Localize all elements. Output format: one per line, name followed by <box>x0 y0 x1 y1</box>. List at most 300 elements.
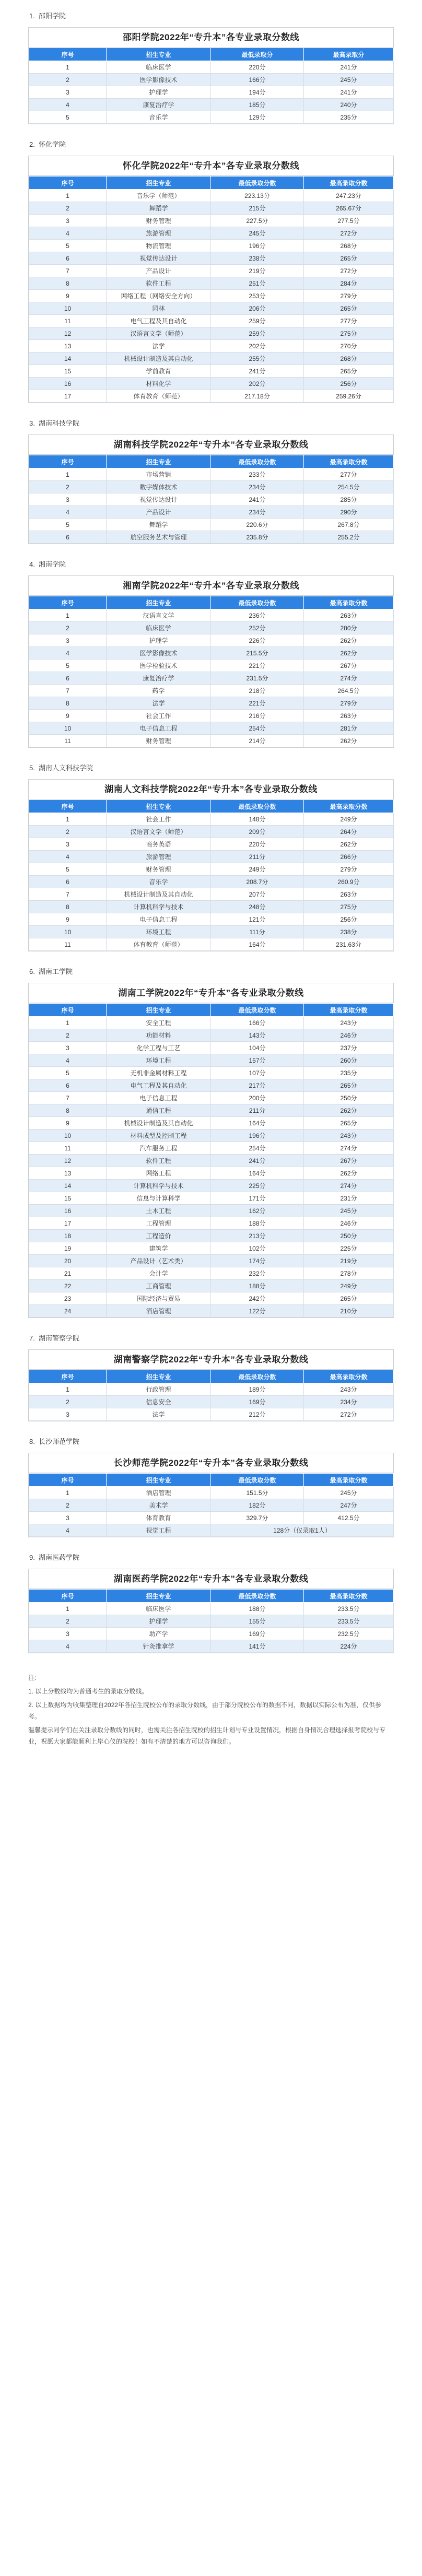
table-grid <box>29 799 394 951</box>
table-cell: 231.63分 <box>304 938 394 951</box>
table-cell: 245分 <box>304 74 394 86</box>
table-row <box>29 240 394 252</box>
school-section <box>0 1437 422 1553</box>
table-cell: 247分 <box>304 1499 394 1512</box>
table-cell: 产品设计（艺术类） <box>107 1255 211 1267</box>
table-cell: 物流管理 <box>107 240 211 252</box>
table-cell: 15 <box>29 365 107 378</box>
table-cell: 1 <box>29 468 107 481</box>
table-row <box>29 1305 394 1318</box>
table-cell: 250分 <box>304 1230 394 1242</box>
table-row <box>29 1092 394 1104</box>
table-row <box>29 61 394 74</box>
table-cell: 278分 <box>304 1267 394 1280</box>
table-row <box>29 1242 394 1255</box>
table-cell: 4 <box>29 1054 107 1067</box>
table-row <box>29 1524 394 1537</box>
column-header: 招生专业 <box>107 1004 211 1017</box>
section-number: 6. <box>29 968 35 975</box>
table-cell: 2 <box>29 1499 107 1512</box>
table-cell: 通信工程 <box>107 1104 211 1117</box>
table-cell: 社会工作 <box>107 813 211 826</box>
table-cell: 218分 <box>211 685 304 697</box>
table-cell: 248分 <box>211 901 304 913</box>
column-header: 最高录取分数 <box>304 455 394 468</box>
table-row <box>29 1130 394 1142</box>
notes <box>28 1672 394 1747</box>
school-section <box>0 1334 422 1437</box>
table-cell: 200分 <box>211 1092 304 1104</box>
table-cell: 202分 <box>211 378 304 390</box>
school-name: 湖南警察学院 <box>39 1334 80 1342</box>
table-cell: 188分 <box>211 1217 304 1230</box>
table-cell: 241分 <box>211 1155 304 1167</box>
table-cell: 279分 <box>304 863 394 876</box>
table-cell: 软件工程 <box>107 277 211 290</box>
column-header: 最高录取分数 <box>304 800 394 813</box>
table-cell: 412.5分 <box>304 1512 394 1524</box>
table-cell: 272分 <box>304 265 394 277</box>
table-cell: 267分 <box>304 660 394 672</box>
table-cell: 275分 <box>304 901 394 913</box>
school-name: 湖南科技学院 <box>39 419 80 427</box>
table-cell: 155分 <box>211 1615 304 1628</box>
table-title: 湘南学院2022年“专升本”各专业录取分数线 <box>29 576 393 596</box>
table-cell: 化学工程与工艺 <box>107 1042 211 1054</box>
table-cell: 188分 <box>211 1603 304 1615</box>
table-cell: 护理学 <box>107 86 211 99</box>
table-row <box>29 913 394 926</box>
table-row <box>29 1487 394 1499</box>
table-cell: 14 <box>29 1180 107 1192</box>
table-row <box>29 252 394 265</box>
score-table <box>28 434 394 544</box>
header-row <box>29 1590 394 1603</box>
table-row <box>29 1615 394 1628</box>
table-cell: 263分 <box>304 888 394 901</box>
table-cell: 249分 <box>304 813 394 826</box>
table-cell: 162分 <box>211 1205 304 1217</box>
table-row <box>29 519 394 531</box>
table-row <box>29 863 394 876</box>
table-cell: 274分 <box>304 672 394 685</box>
table-cell: 151.5分 <box>211 1487 304 1499</box>
table-cell: 电子信息工程 <box>107 1092 211 1104</box>
table-row <box>29 265 394 277</box>
table-row <box>29 826 394 838</box>
table-cell: 223.13分 <box>211 190 304 202</box>
table-cell: 263分 <box>304 710 394 722</box>
table-cell: 243分 <box>304 1017 394 1029</box>
table-cell: 235分 <box>304 1067 394 1079</box>
table-cell: 4 <box>29 506 107 519</box>
table-cell: 250分 <box>304 1092 394 1104</box>
table-cell: 产品设计 <box>107 265 211 277</box>
table-row <box>29 735 394 747</box>
table-cell: 8 <box>29 901 107 913</box>
table-row <box>29 290 394 302</box>
school-section <box>0 140 422 419</box>
table-cell: 法学 <box>107 340 211 352</box>
table-cell: 计算机科学与技术 <box>107 1180 211 1192</box>
section-number: 1. <box>29 12 35 20</box>
column-header: 最高录取分数 <box>304 1474 394 1487</box>
table-cell: 财务管理 <box>107 863 211 876</box>
column-header: 序号 <box>29 48 107 61</box>
header-row <box>29 800 394 813</box>
table-cell: 272分 <box>304 1408 394 1421</box>
table-row <box>29 1205 394 1217</box>
table-cell: 17 <box>29 1217 107 1230</box>
table-cell: 121分 <box>211 913 304 926</box>
table-cell: 旅游管理 <box>107 851 211 863</box>
table-cell: 247.23分 <box>304 190 394 202</box>
table-cell: 225分 <box>211 1180 304 1192</box>
table-row <box>29 1396 394 1408</box>
table-cell: 功能材料 <box>107 1029 211 1042</box>
table-cell: 219分 <box>304 1255 394 1267</box>
table-cell: 2 <box>29 826 107 838</box>
column-header: 序号 <box>29 1474 107 1487</box>
table-cell: 医学检验技术 <box>107 660 211 672</box>
table-cell: 4 <box>29 1640 107 1653</box>
table-row <box>29 660 394 672</box>
section-number: 5. <box>29 764 35 772</box>
table-cell: 264分 <box>304 826 394 838</box>
table-cell: 275分 <box>304 327 394 340</box>
table-cell: 法学 <box>107 1408 211 1421</box>
table-cell: 10 <box>29 302 107 315</box>
score-table <box>28 1453 394 1537</box>
table-cell: 1 <box>29 1383 107 1396</box>
table-row <box>29 365 394 378</box>
table-row <box>29 1042 394 1054</box>
table-cell: 102分 <box>211 1242 304 1255</box>
table-row <box>29 697 394 710</box>
table-grid <box>29 455 394 544</box>
table-cell: 210分 <box>304 1305 394 1318</box>
table-cell: 274分 <box>304 1180 394 1192</box>
table-cell: 国际经济与贸易 <box>107 1292 211 1305</box>
table-cell: 220分 <box>211 61 304 74</box>
section-heading <box>0 967 422 977</box>
table-cell: 122分 <box>211 1305 304 1318</box>
table-row <box>29 531 394 544</box>
section-number: 4. <box>29 560 35 568</box>
header-row <box>29 455 394 468</box>
table-cell: 263分 <box>304 609 394 622</box>
table-cell: 214分 <box>211 735 304 747</box>
note-item: 温馨提示同学们在关注录取分数线的同时，也需关注各招生院校的招生计划与专业设置情况，根据自身情况合理选择报考院校与专业，祝愿大家都能顺利上岸心仪的院校！如有不清楚的地方可以咨询我们。 <box>28 1726 386 1745</box>
table-cell: 6 <box>29 876 107 888</box>
table-grid <box>29 1589 394 1653</box>
section-gap <box>0 1653 422 1669</box>
table-row <box>29 481 394 493</box>
table-cell: 网络工程 <box>107 1167 211 1180</box>
table-title: 湖南人文科技学院2022年“专升本”各专业录取分数线 <box>29 780 393 799</box>
column-header: 最高录取分数 <box>304 177 394 190</box>
table-cell: 3 <box>29 1512 107 1524</box>
table-cell: 212分 <box>211 1408 304 1421</box>
table-cell: 12 <box>29 1155 107 1167</box>
table-cell: 软件工程 <box>107 1155 211 1167</box>
table-cell: 209分 <box>211 826 304 838</box>
table-cell: 15 <box>29 1192 107 1205</box>
table-cell: 202分 <box>211 340 304 352</box>
table-cell: 市场营销 <box>107 468 211 481</box>
table-cell: 215分 <box>211 202 304 215</box>
table-cell: 1 <box>29 1017 107 1029</box>
table-cell: 4 <box>29 227 107 240</box>
column-header: 最高录取分 <box>304 48 394 61</box>
section-number: 2. <box>29 140 35 148</box>
table-cell: 281分 <box>304 722 394 735</box>
school-name: 长沙师范学院 <box>39 1438 80 1445</box>
table-cell: 12 <box>29 327 107 340</box>
table-cell: 246分 <box>304 1029 394 1042</box>
table-grid <box>29 1370 394 1421</box>
header-row <box>29 48 394 61</box>
table-cell: 166分 <box>211 74 304 86</box>
table-cell: 262分 <box>304 838 394 851</box>
table-row <box>29 302 394 315</box>
table-cell: 10 <box>29 926 107 938</box>
table-cell: 旅游管理 <box>107 227 211 240</box>
table-cell: 225分 <box>304 1242 394 1255</box>
table-title: 长沙师范学院2022年“专升本”各专业录取分数线 <box>29 1453 393 1473</box>
table-cell: 环境工程 <box>107 926 211 938</box>
table-cell: 243分 <box>304 1383 394 1396</box>
school-name: 湖南人文科技学院 <box>39 764 93 772</box>
table-row <box>29 1117 394 1130</box>
note-item: 1. 以上分数线均为普通考生的录取分数线。 <box>28 1688 148 1695</box>
table-row <box>29 468 394 481</box>
section-gap <box>0 951 422 967</box>
table-cell: 美术学 <box>107 1499 211 1512</box>
table-row <box>29 1267 394 1280</box>
table-cell: 体育教育 <box>107 1512 211 1524</box>
table-cell: 法学 <box>107 697 211 710</box>
column-header: 最低录取分数 <box>211 1590 304 1603</box>
table-row <box>29 609 394 622</box>
table-cell: 226分 <box>211 634 304 647</box>
school-name: 怀化学院 <box>39 140 66 148</box>
table-row <box>29 202 394 215</box>
table-cell: 17 <box>29 390 107 403</box>
table-title: 湖南工学院2022年“专升本”各专业录取分数线 <box>29 983 393 1003</box>
table-cell: 舞蹈学 <box>107 202 211 215</box>
table-row <box>29 74 394 86</box>
table-cell: 3 <box>29 493 107 506</box>
table-cell: 音乐学 <box>107 111 211 124</box>
table-cell: 279分 <box>304 697 394 710</box>
table-cell: 174分 <box>211 1255 304 1267</box>
header-row <box>29 596 394 609</box>
table-cell: 10 <box>29 722 107 735</box>
table-cell: 音乐学（师范） <box>107 190 211 202</box>
table-cell: 康复治疗学 <box>107 672 211 685</box>
table-cell: 255分 <box>211 352 304 365</box>
school-section <box>0 1553 422 1669</box>
table-cell: 211分 <box>211 1104 304 1117</box>
table-cell: 临床医学 <box>107 1603 211 1615</box>
table-cell: 24 <box>29 1305 107 1318</box>
table-cell: 1 <box>29 61 107 74</box>
table-cell: 265.67分 <box>304 202 394 215</box>
table-cell: 3 <box>29 215 107 227</box>
table-row <box>29 1067 394 1079</box>
table-cell: 材料化学 <box>107 378 211 390</box>
table-cell: 129分 <box>211 111 304 124</box>
table-cell: 211分 <box>211 851 304 863</box>
column-header: 序号 <box>29 1590 107 1603</box>
table-cell: 277分 <box>304 468 394 481</box>
table-cell: 21 <box>29 1267 107 1280</box>
table-cell: 234分 <box>304 1396 394 1408</box>
table-cell: 208.7分 <box>211 876 304 888</box>
table-row <box>29 1180 394 1192</box>
table-cell: 237分 <box>304 1042 394 1054</box>
table-cell: 329.7分 <box>211 1512 304 1524</box>
section-number: 3. <box>29 419 35 427</box>
column-header: 序号 <box>29 800 107 813</box>
table-cell: 234分 <box>211 506 304 519</box>
table-cell: 259分 <box>211 315 304 327</box>
table-cell: 2 <box>29 1615 107 1628</box>
table-cell: 249分 <box>211 863 304 876</box>
table-row <box>29 1280 394 1292</box>
table-cell: 8 <box>29 697 107 710</box>
table-cell: 3 <box>29 1628 107 1640</box>
table-cell: 舞蹈学 <box>107 519 211 531</box>
table-cell: 7 <box>29 265 107 277</box>
table-cell: 临床医学 <box>107 622 211 634</box>
table-cell: 无机非金属材料工程 <box>107 1067 211 1079</box>
table-cell: 视觉传达设计 <box>107 493 211 506</box>
table-row <box>29 1155 394 1167</box>
table-cell: 280分 <box>304 622 394 634</box>
table-grid <box>29 176 394 403</box>
table-cell: 土木工程 <box>107 1205 211 1217</box>
table-cell: 185分 <box>211 99 304 111</box>
table-cell: 169分 <box>211 1396 304 1408</box>
table-cell: 267.8分 <box>304 519 394 531</box>
table-cell: 164分 <box>211 1117 304 1130</box>
table-title: 湖南警察学院2022年“专升本”各专业录取分数线 <box>29 1350 393 1370</box>
note-item: 2. 以上数据均为收集整理自2022年各招生院校公布的录取分数线，由于部分院校公布的数据不同，数据以实际公布为准，仅供参考。 <box>28 1701 382 1720</box>
table-cell: 233分 <box>211 468 304 481</box>
table-cell: 194分 <box>211 86 304 99</box>
table-cell: 视觉传达设计 <box>107 252 211 265</box>
section-heading <box>0 763 422 773</box>
table-cell: 5 <box>29 660 107 672</box>
table-cell: 6 <box>29 1079 107 1092</box>
table-cell: 9 <box>29 710 107 722</box>
table-cell: 医学影像技术 <box>107 74 211 86</box>
table-row <box>29 888 394 901</box>
table-cell: 计算机科学与技术 <box>107 901 211 913</box>
table-cell: 汽车服务工程 <box>107 1142 211 1155</box>
section-gap <box>0 1421 422 1437</box>
table-cell: 8 <box>29 1104 107 1117</box>
table-row <box>29 1167 394 1180</box>
table-cell: 265分 <box>304 1292 394 1305</box>
table-cell: 视觉工程 <box>107 1524 211 1537</box>
table-cell: 5 <box>29 111 107 124</box>
table-cell: 6 <box>29 252 107 265</box>
table-cell: 7 <box>29 1092 107 1104</box>
table-cell: 259.26分 <box>304 390 394 403</box>
table-cell: 104分 <box>211 1042 304 1054</box>
table-cell: 215.5分 <box>211 647 304 660</box>
table-cell: 2 <box>29 622 107 634</box>
table-cell: 206分 <box>211 302 304 315</box>
table-cell: 药学 <box>107 685 211 697</box>
table-cell: 3 <box>29 838 107 851</box>
section-heading <box>0 1437 422 1446</box>
score-table <box>28 779 394 951</box>
section-heading <box>0 11 422 21</box>
table-title: 湖南科技学院2022年“专升本”各专业录取分数线 <box>29 435 393 455</box>
table-cell: 2 <box>29 481 107 493</box>
table-cell: 4 <box>29 851 107 863</box>
table-cell: 20 <box>29 1255 107 1267</box>
section-gap <box>0 544 422 560</box>
table-row <box>29 838 394 851</box>
header-row <box>29 1474 394 1487</box>
table-cell: 240分 <box>304 99 394 111</box>
table-title: 邵阳学院2022年“专升本”各专业录取分数线 <box>29 28 393 48</box>
section-gap <box>0 1537 422 1553</box>
table-row <box>29 327 394 340</box>
table-cell: 6 <box>29 531 107 544</box>
school-name: 邵阳学院 <box>39 12 66 20</box>
column-header: 最高录取分数 <box>304 1370 394 1383</box>
table-cell: 16 <box>29 1205 107 1217</box>
table-row <box>29 1640 394 1653</box>
table-row <box>29 1029 394 1042</box>
table-cell: 236分 <box>211 609 304 622</box>
column-header: 招生专业 <box>107 1590 211 1603</box>
table-cell: 财务管理 <box>107 215 211 227</box>
table-cell: 7 <box>29 888 107 901</box>
table-cell: 信息安全 <box>107 1396 211 1408</box>
table-grid <box>29 596 394 747</box>
school-name: 湖南医药学院 <box>39 1554 80 1561</box>
table-row <box>29 1017 394 1029</box>
column-header: 招生专业 <box>107 1370 211 1383</box>
table-row <box>29 390 394 403</box>
table-row <box>29 1079 394 1092</box>
table-row <box>29 1499 394 1512</box>
table-cell: 262分 <box>304 1104 394 1117</box>
table-cell: 196分 <box>211 240 304 252</box>
table-cell: 254分 <box>211 1142 304 1155</box>
table-cell: 217.18分 <box>211 390 304 403</box>
table-cell: 1 <box>29 1603 107 1615</box>
section-number: 7. <box>29 1334 35 1342</box>
table-cell: 4 <box>29 1524 107 1537</box>
table-cell: 207分 <box>211 888 304 901</box>
table-cell: 9 <box>29 1117 107 1130</box>
table-cell: 1 <box>29 609 107 622</box>
school-name: 湖南工学院 <box>39 968 73 975</box>
table-cell: 265分 <box>304 302 394 315</box>
section-heading <box>0 419 422 428</box>
table-cell: 277.5分 <box>304 215 394 227</box>
table-row <box>29 1603 394 1615</box>
table-cell: 268分 <box>304 352 394 365</box>
